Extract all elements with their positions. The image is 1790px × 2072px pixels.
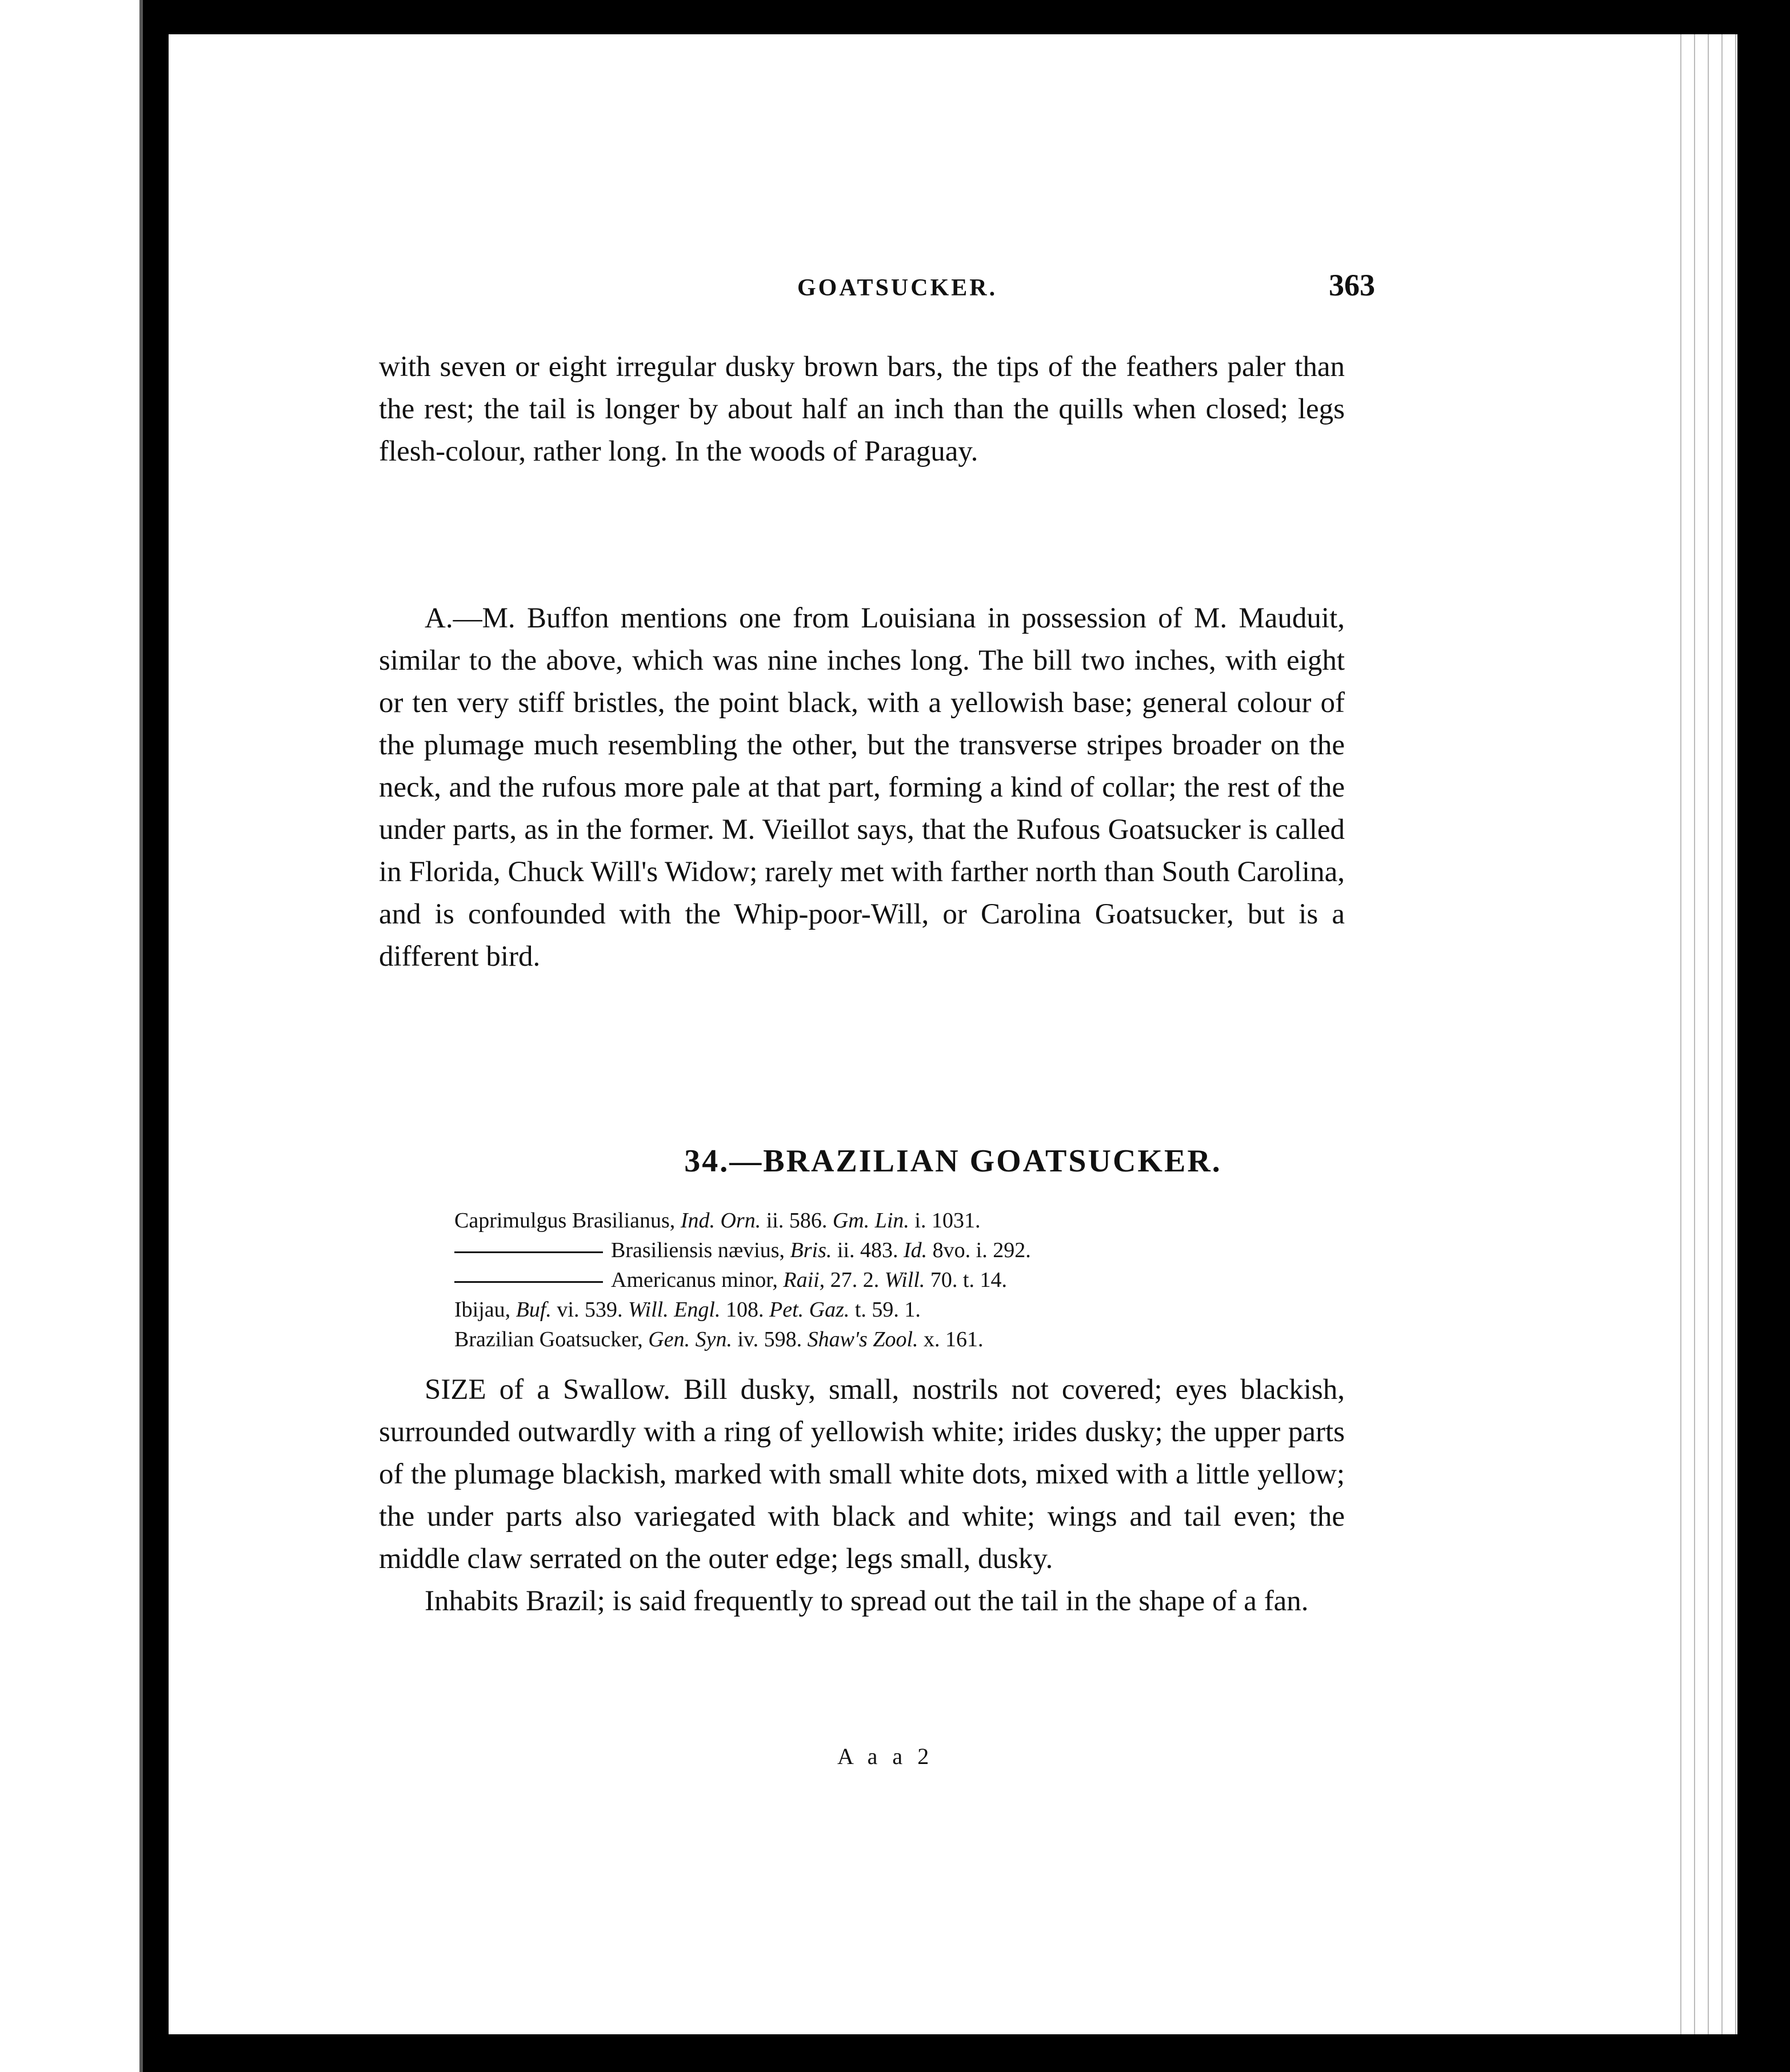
synonymy-list xyxy=(454,1206,1369,1354)
ditto-dash xyxy=(454,1251,603,1253)
paragraph-text: SIZE of a Swallow. Bill dusky, small, nostrils not covered; eyes blackish, surrounded outwardly with a ring of yellowish white; irides dusky; the upper parts of the plumage blackish, marked with small white dots, mixed with a little yellow; the under parts also variegated with black and white; wings and tail even; the middle claw serrated on the outer edge; legs small, dusky. xyxy=(379,1374,1345,1575)
description-paragraph xyxy=(379,1369,1345,1622)
running-head xyxy=(169,268,1737,314)
section-title: 34.—BRAZILIAN GOATSUCKER. xyxy=(684,1143,1222,1179)
running-title: GOATSUCKER. xyxy=(797,275,998,301)
paragraph-text: Inhabits Brazil; is said frequently to spread out the tail in the shape of a fan. xyxy=(425,1585,1309,1617)
variety-a-paragraph xyxy=(379,597,1345,978)
book-page xyxy=(169,34,1737,2034)
paragraph-text: with seven or eight irregular dusky brown bars, the tips of the feathers paler than the rest; the tail is longer by about half an inch than the quills when closed; legs flesh-colour, rather long. In the woods of Paraguay. xyxy=(379,351,1345,467)
continuation-paragraph xyxy=(379,346,1345,473)
synonym-line: Americanus minor, Raii, 27. 2. Will. 70. t. 14. xyxy=(454,1265,1369,1295)
paragraph-text: A.—M. Buffon mentions one from Louisiana in possession of M. Mauduit, similar to the above, which was nine inches long. The bill two inches, with eight or ten very stiff bristles, the point black, with a yellowish base; general colour of the plumage much resembling the other, but the transverse stripes broader on the neck, and the rufous more pale at that part, forming a kind of collar; the rest of the under parts, as in the former. M. Vieillot says, that the Rufous Goatsucker is called in Florida, Chuck Will's Widow; rarely met with farther north than South Carolina, and is confounded with the Whip-poor-Will, or Carolina Goatsucker, but is a different bird. xyxy=(379,602,1345,973)
facing-page-edge xyxy=(0,0,143,2072)
ditto-dash xyxy=(454,1281,603,1283)
synonym-line: Brazilian Goatsucker, Gen. Syn. iv. 598. Shaw's Zool. x. 161. xyxy=(454,1327,984,1351)
signature-mark: A a a 2 xyxy=(837,1743,934,1769)
synonym-line: Caprimulgus Brasilianus, Ind. Orn. ii. 586. Gm. Lin. i. 1031. xyxy=(454,1209,981,1233)
synonym-line: Ibijau, Buf. vi. 539. Will. Engl. 108. Pet. Gaz. t. 59. 1. xyxy=(454,1298,921,1322)
page-number: 363 xyxy=(1329,268,1375,302)
synonym-line: Brasiliensis nævius, Bris. ii. 483. Id. 8vo. i. 292. xyxy=(454,1235,1369,1265)
page-stack-edge xyxy=(1675,34,1737,2034)
